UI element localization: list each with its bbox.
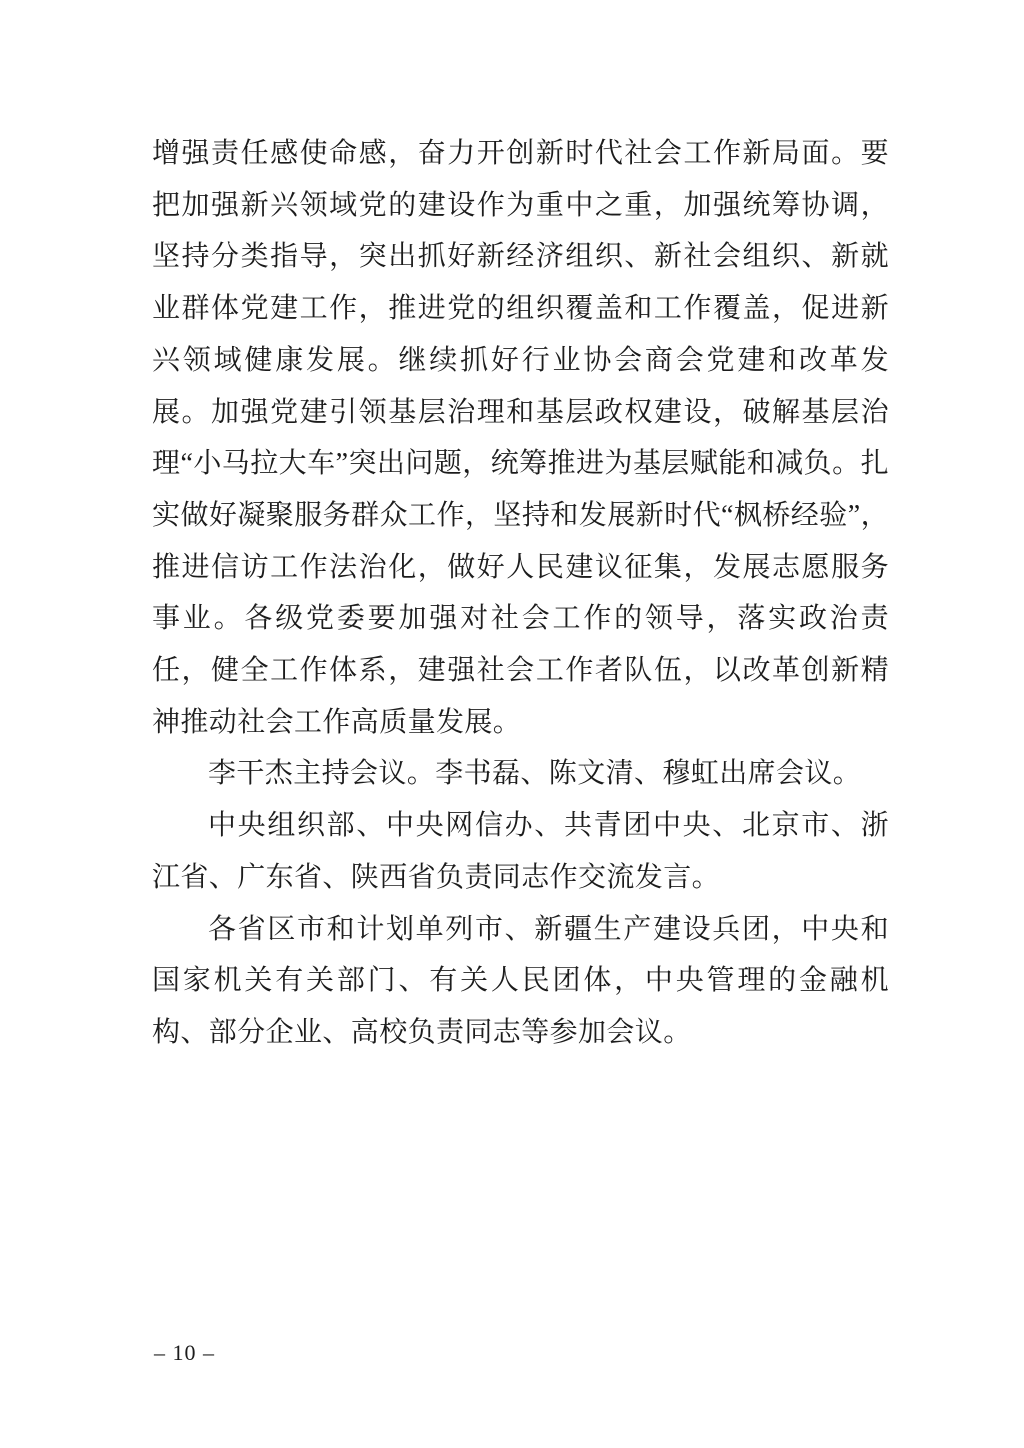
document-body xyxy=(152,128,889,1059)
page-number: – 10 – xyxy=(154,1340,215,1365)
paragraph-speakers: 中央组织部、中央网信办、共青团中央、北京市、浙江省、广东省、陕西省负责同志作交流发言。 xyxy=(152,810,889,893)
paragraph-meeting-chairs: 李干杰主持会议。李书磊、陈文清、穆虹出席会议。 xyxy=(208,758,862,790)
paragraph-continuation: 增强责任感使命感，奋力开创新时代社会工作新局面。要把加强新兴领域党的建设作为重中之重，加强统筹协调，坚持分类指导，突出抓好新经济组织、新社会组织、新就业群体党建工作，推进党的组织覆盖和工作覆盖，促进新兴领域健康发展。继续抓好行业协会商会党建和改革发展。加强党建引领基层治理和基层政权建设，破解基层治理“小马拉大车”突出问题，统筹推进为基层赋能和减负。扎实做好凝聚服务群众工作，坚持和发展新时代“枫桥经验”，推进信访工作法治化，做好人民建议征集，发展志愿服务事业。各级党委要加强对社会工作的领导，落实政治责任，健全工作体系，建强社会工作者队伍，以改革创新精神推动社会工作高质量发展。 xyxy=(152,138,889,738)
paragraph-attendees: 各省区市和计划单列市、新疆生产建设兵团，中央和国家机关有关部门、有关人民团体，中央管理的金融机构、部分企业、高校负责同志等参加会议。 xyxy=(152,913,889,1048)
